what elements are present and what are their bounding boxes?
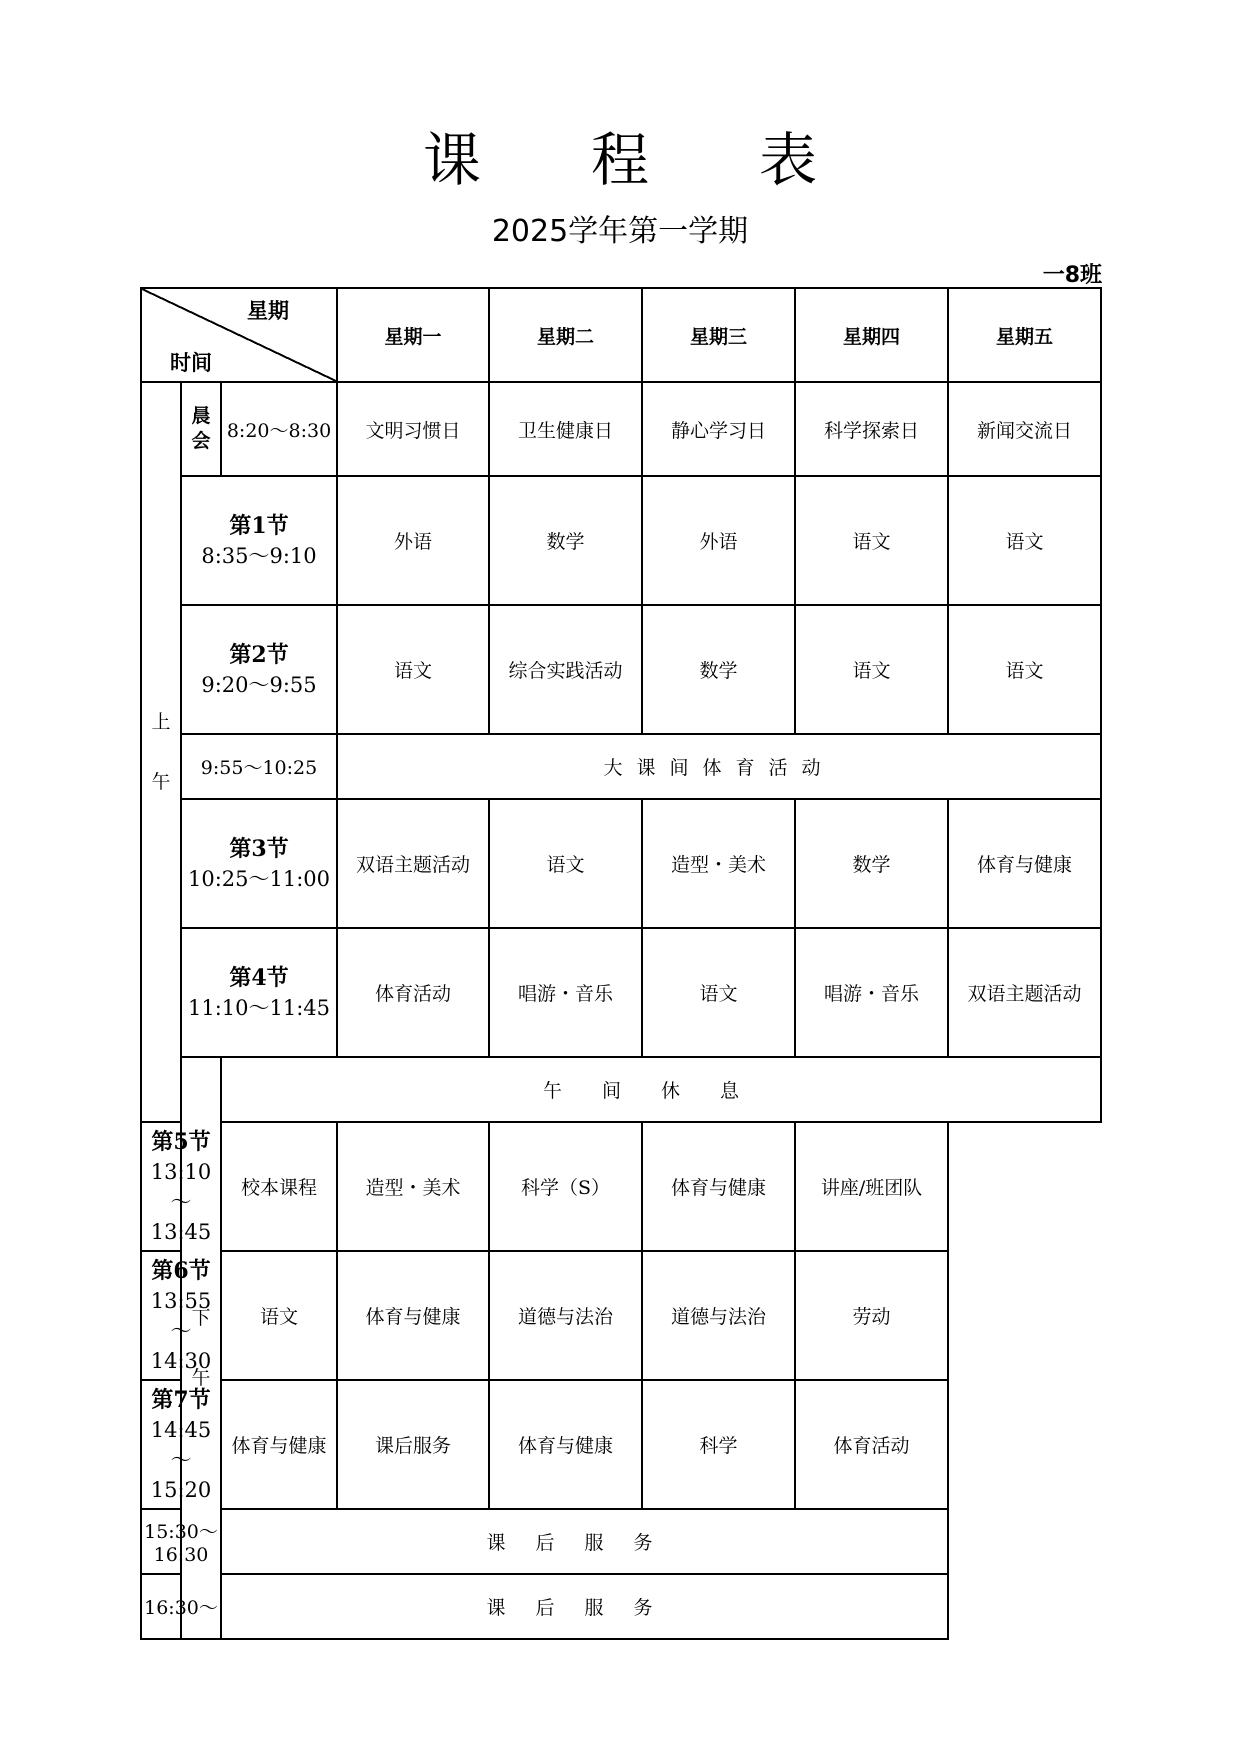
day-header: 星期四 xyxy=(795,288,948,382)
morning-assembly-time: 8:20～8:30 xyxy=(221,382,337,476)
day-header: 星期二 xyxy=(489,288,642,382)
schedule-cell: 外语 xyxy=(337,476,489,605)
schedule-cell: 数学 xyxy=(795,799,948,928)
title-char: 表 xyxy=(759,126,818,194)
schedule-cell: 语文 xyxy=(948,605,1101,734)
schedule-cell: 讲座/班团队 xyxy=(795,1122,948,1251)
day-header: 星期一 xyxy=(337,288,489,382)
after-school-row xyxy=(141,1574,1101,1639)
morning-label: 上 午 xyxy=(141,382,181,1122)
table-row xyxy=(141,1122,1101,1251)
schedule-cell: 语文 xyxy=(795,605,948,734)
noon-break-row xyxy=(141,1057,1101,1122)
schedule-cell: 校本课程 xyxy=(221,1122,337,1251)
schedule-cell: 卫生健康日 xyxy=(489,382,642,476)
schedule-cell: 语文 xyxy=(221,1251,337,1380)
schedule-cell: 道德与法治 xyxy=(489,1251,642,1380)
schedule-cell: 新闻交流日 xyxy=(948,382,1101,476)
schedule-cell: 双语主题活动 xyxy=(337,799,489,928)
schedule-cell: 体育与健康 xyxy=(337,1251,489,1380)
after-school-activity: 课后服务 xyxy=(221,1509,948,1574)
table-row xyxy=(141,928,1101,1057)
schedule-cell: 文明习惯日 xyxy=(337,382,489,476)
schedule-cell: 唱游・音乐 xyxy=(489,928,642,1057)
schedule-cell: 科学探索日 xyxy=(795,382,948,476)
table-row xyxy=(141,1380,1101,1509)
period-label: 第5节 13:10～13:45 xyxy=(141,1122,221,1251)
schedule-cell: 双语主题活动 xyxy=(948,928,1101,1057)
big-break-row xyxy=(141,734,1101,799)
class-name: 一8班 xyxy=(1042,263,1102,288)
schedule-cell: 外语 xyxy=(642,476,795,605)
table-row xyxy=(141,382,1101,476)
schedule-cell: 语文 xyxy=(489,799,642,928)
table-row xyxy=(141,605,1101,734)
day-header: 星期五 xyxy=(948,288,1101,382)
corner-header xyxy=(141,288,337,382)
title-char: 程 xyxy=(590,126,649,194)
period-label: 第2节 9:20～9:55 xyxy=(181,605,337,734)
after-school-time: 16:30～ xyxy=(141,1574,221,1639)
schedule-cell: 体育与健康 xyxy=(642,1122,795,1251)
period-label: 第3节 10:25～11:00 xyxy=(181,799,337,928)
schedule-cell: 造型・美术 xyxy=(642,799,795,928)
header-row xyxy=(141,288,1101,382)
table-row xyxy=(141,476,1101,605)
big-break-activity: 大课间体育活动 xyxy=(337,734,1101,799)
table-row xyxy=(141,1251,1101,1380)
schedule-cell: 体育与健康 xyxy=(489,1380,642,1509)
day-header: 星期三 xyxy=(642,288,795,382)
schedule-cell: 体育与健康 xyxy=(948,799,1101,928)
after-school-activity: 课后服务 xyxy=(221,1574,948,1639)
after-school-row xyxy=(141,1509,1101,1574)
schedule-cell: 唱游・音乐 xyxy=(795,928,948,1057)
schedule-cell: 综合实践活动 xyxy=(489,605,642,734)
title-char: 课 xyxy=(422,126,481,194)
schedule-cell: 体育活动 xyxy=(795,1380,948,1509)
schedule-cell: 课后服务 xyxy=(337,1380,489,1509)
corner-time-label: 时间 xyxy=(170,351,212,375)
table-row xyxy=(141,799,1101,928)
semester-subtitle: 2025学年第一学期 xyxy=(491,214,749,249)
corner-weekday-label: 星期 xyxy=(247,299,289,323)
schedule-cell: 语文 xyxy=(795,476,948,605)
schedule-cell: 劳动 xyxy=(795,1251,948,1380)
period-label: 第4节 11:10～11:45 xyxy=(181,928,337,1057)
schedule-cell: 科学（S） xyxy=(489,1122,642,1251)
morning-assembly-label: 晨 会 xyxy=(181,382,221,476)
schedule-cell: 体育活动 xyxy=(337,928,489,1057)
schedule-cell: 静心学习日 xyxy=(642,382,795,476)
noon-break: 午间休息 xyxy=(221,1057,1101,1122)
schedule-cell: 数学 xyxy=(642,605,795,734)
schedule-cell: 语文 xyxy=(642,928,795,1057)
after-school-time: 15:30～16:30 xyxy=(141,1509,221,1574)
afternoon-label: 下 午 xyxy=(181,1057,221,1639)
page-title xyxy=(0,120,1240,200)
schedule-cell: 科学 xyxy=(642,1380,795,1509)
schedule-cell: 道德与法治 xyxy=(642,1251,795,1380)
schedule-cell: 体育与健康 xyxy=(221,1380,337,1509)
schedule-cell: 语文 xyxy=(337,605,489,734)
big-break-time: 9:55～10:25 xyxy=(181,734,337,799)
schedule-cell: 语文 xyxy=(948,476,1101,605)
period-label: 第7节 14:45～15:20 xyxy=(141,1380,221,1509)
period-label: 第6节 13:55～14:30 xyxy=(141,1251,221,1380)
period-label: 第1节 8:35～9:10 xyxy=(181,476,337,605)
schedule-cell: 数学 xyxy=(489,476,642,605)
schedule-cell: 造型・美术 xyxy=(337,1122,489,1251)
schedule-table xyxy=(140,287,1102,1640)
